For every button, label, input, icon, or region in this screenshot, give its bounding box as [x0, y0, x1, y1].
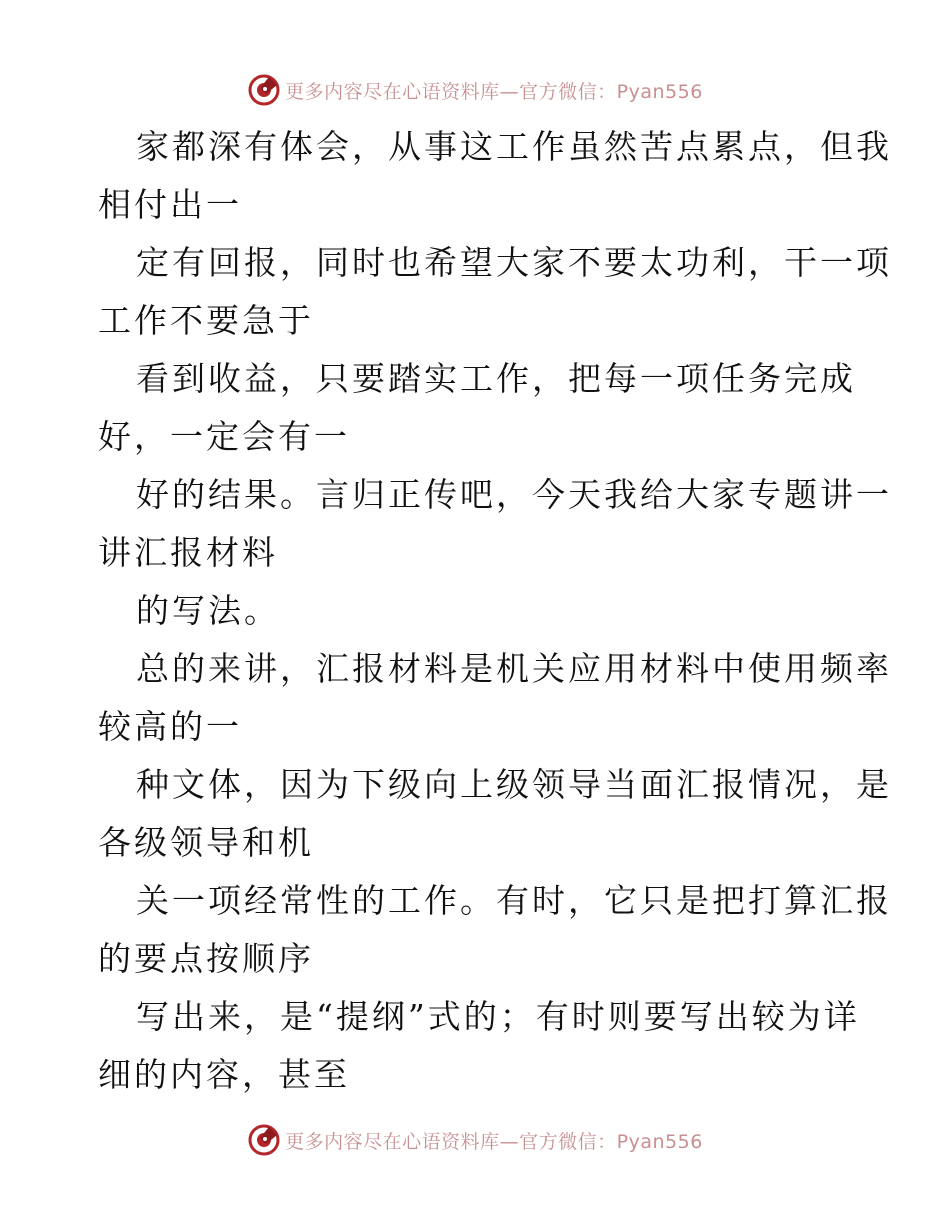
paragraph-line: 总的来讲，汇报材料是机关应用材料中使用频率 [136, 649, 892, 688]
paragraph-line: 的写法。 [136, 591, 280, 630]
header-banner-text: 更多内容尽在心语资料库—官方微信：Pyan556 [285, 80, 703, 103]
pen-nib-logo-icon [247, 1123, 281, 1157]
paragraph [98, 582, 858, 640]
paragraph-line: 关一项经常性的工作。有时，它只是把打算汇报 [136, 881, 892, 920]
paragraph [98, 872, 892, 988]
paragraph [98, 350, 858, 466]
paragraph-line: 细的内容，甚至 [98, 1055, 350, 1094]
paragraph [98, 988, 858, 1104]
paragraph-line: 工作不要急于 [98, 301, 314, 340]
paragraph-line: 较高的一 [98, 707, 242, 746]
paragraph-line: 相付出一 [98, 185, 242, 224]
paragraph-line: 定有回报，同时也希望大家不要太功利，干一项 [136, 243, 892, 282]
paragraph-line: 好，一定会有一 [98, 417, 350, 456]
paragraph [98, 466, 892, 582]
paragraph-line: 种文体，因为下级向上级领导当面汇报情况，是 [136, 765, 892, 804]
header-banner [0, 70, 950, 110]
footer-banner-text: 更多内容尽在心语资料库—官方微信：Pyan556 [285, 1130, 703, 1153]
document-body [98, 118, 892, 1104]
paragraph-line: 看到收益，只要踏实工作，把每一项任务完成 [136, 359, 856, 398]
paragraph-line: 各级领导和机 [98, 823, 314, 862]
paragraph-line: 的要点按顺序 [98, 939, 314, 978]
paragraph [98, 640, 892, 756]
paragraph-line: 讲汇报材料 [98, 533, 278, 572]
pen-nib-logo-icon [247, 73, 281, 107]
footer-banner [0, 1120, 950, 1160]
paragraph [98, 118, 892, 234]
paragraph-line: 好的结果。言归正传吧，今天我给大家专题讲一 [136, 475, 892, 514]
paragraph [98, 756, 892, 872]
paragraph-line: 写出来，是“提纲”式的；有时则要写出较为详 [136, 997, 860, 1036]
paragraph-line: 家都深有体会，从事这工作虽然苦点累点，但我 [136, 127, 892, 166]
paragraph [98, 234, 892, 350]
